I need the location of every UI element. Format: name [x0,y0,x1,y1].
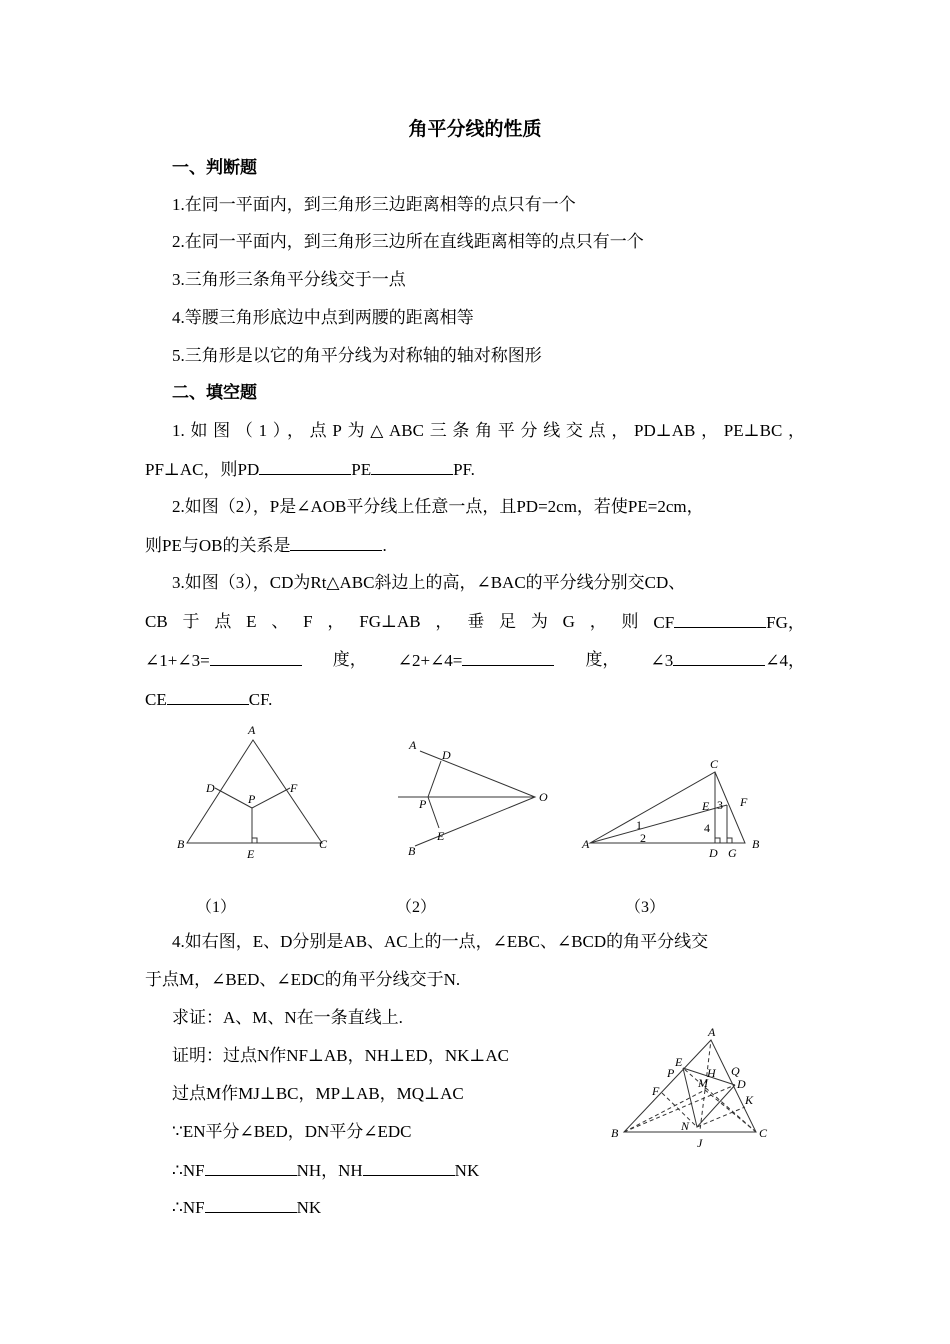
text: ∠1+∠3= [145,651,210,670]
q1-line1: 1.如图（1），点P为△ABC三条角平分线交点，PD⊥AB，PE⊥BC， [172,421,805,440]
q4-line4: 证明：过点N作NF⊥AB，NH⊥ED，NK⊥AC [172,1046,509,1065]
label: 4 [704,821,710,835]
text: ， [327,612,345,631]
q4-line8 [172,1196,321,1219]
label: D [442,748,451,762]
label: E [702,799,710,813]
text: PF⊥AC，则PD [145,460,260,479]
text: 度， [332,650,367,669]
label: 2 [640,831,646,845]
label: E [437,829,445,843]
text: ∠3 [650,651,674,670]
figure-line [715,838,732,843]
label: N [681,1119,690,1133]
text: 则 [621,612,639,631]
label: E [247,847,255,861]
text: 足 [499,612,517,631]
text: PF. [453,460,475,479]
text: ∠2+∠4= [397,651,463,670]
text: CE [145,690,167,709]
q2-line1: 2.如图（2），P是∠AOB平分线上任意一点，且PD=2cm，若使PE=2cm， [172,497,704,516]
text: G [562,612,575,631]
label: Q [731,1064,740,1078]
q4-line6: ∵EN平分∠BED，DN平分∠EDC [172,1122,412,1141]
label: P [667,1066,675,1080]
text: 为 [530,612,548,631]
text: 度， [585,650,620,669]
label: M [698,1076,708,1090]
q4-line1: 4.如右图，E、D分别是AB、AC上的一点，∠EBC、∠BCD的角平分线交 [172,932,709,951]
text: F [303,612,313,631]
label: P [419,797,427,811]
label: E [675,1055,683,1069]
q4-line7 [172,1159,479,1182]
label: F [290,781,298,795]
text: 则PE与OB的关系是 [145,536,291,555]
section-heading-judgement: 一、判断题 [172,158,257,177]
judgement-item: 1.在同一平面内，到三角形三边距离相等的点只有一个 [172,195,576,214]
label: B [408,844,416,858]
figure-4-labels [611,1025,768,1150]
judgement-item: 4.等腰三角形底边中点到两腰的距离相等 [172,308,474,327]
label: A [708,1025,716,1039]
text: . [382,536,387,555]
label: B [177,837,185,851]
judgement-item: 3.三角形三条角平分线交于一点 [172,270,406,289]
text: ∴NF [172,1161,205,1180]
text: FG⊥AB [359,612,421,631]
label: F [740,795,748,809]
figure-3-labels [581,757,760,860]
label: A [582,837,590,851]
label: J [697,1136,703,1150]
text: CB [145,612,168,631]
judgement-item: 5.三角形是以它的角平分线为对称轴的轴对称图形 [172,346,542,365]
label: P [248,792,256,806]
text: FG， [766,613,805,632]
label: D [206,781,215,795]
label: K [745,1093,754,1107]
text: NH，NH [296,1161,363,1180]
label: 3 [717,798,723,812]
label: F [652,1084,660,1098]
label: D [737,1077,746,1091]
caption-figure-2: （2） [396,899,437,916]
text: ， [589,612,607,631]
label: C [710,757,719,771]
label: C [319,837,328,851]
q3-line1: 3.如图（3），CD为Rt△ABC斜边上的高，∠BAC的平分线分别交CD、 [172,573,686,592]
label: C [759,1126,768,1140]
label: 1 [636,818,642,832]
label: D [709,846,718,860]
text: E [246,612,257,631]
caption-figure-1: （1） [196,899,237,916]
text: ∠4， [765,651,805,670]
text: 于 [182,612,200,631]
text: 点 [214,612,232,631]
q4-line2: 于点M，∠BED、∠EDC的角平分线交于N. [145,970,461,989]
label: A [409,738,417,752]
answer-blank[interactable] [363,1159,455,1176]
text: NK [296,1198,322,1217]
answer-blank[interactable] [205,1159,297,1176]
text: ， [435,612,453,631]
figure-line [252,838,257,843]
judgement-item: 2.在同一平面内，到三角形三边所在直线距离相等的点只有一个 [172,232,644,251]
label: A [248,723,256,737]
text: CF. [248,690,273,709]
answer-blank[interactable] [205,1196,297,1213]
q4-line5: 过点M作MJ⊥BC，MP⊥AB，MQ⊥AC [172,1084,464,1103]
text: PE [351,460,372,479]
caption-figure-3: （3） [625,899,666,916]
label: B [611,1126,619,1140]
text: CF [653,613,675,632]
label: G [728,846,737,860]
section-heading-fill: 二、填空题 [172,383,257,402]
label: B [752,837,760,851]
text: ∴NF [172,1198,205,1217]
page-title: 角平分线的性质 [408,119,542,140]
q4-line3: 求证：A、M、N在一条直线上. [172,1008,403,1027]
label: H [707,1066,716,1080]
text: 、 [271,612,289,631]
text: 垂 [467,612,485,631]
text: NK [454,1161,480,1180]
label: O [539,790,548,804]
